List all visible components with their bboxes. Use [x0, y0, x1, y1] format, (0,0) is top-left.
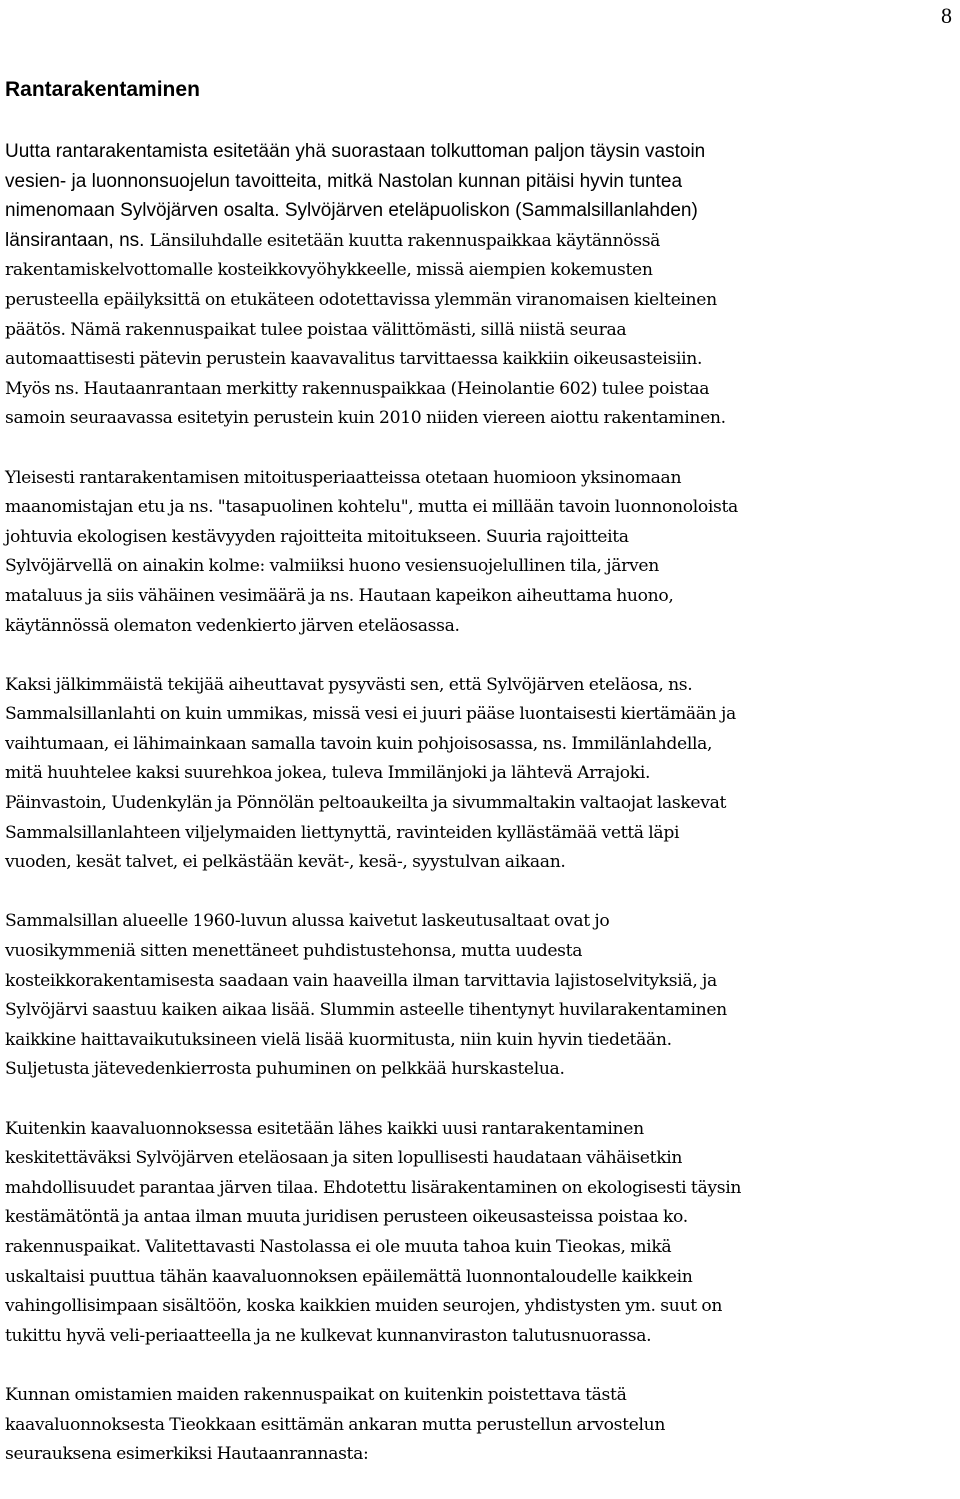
text-line: Kaksi jälkimmäistä tekijää aiheuttavat pysyvästi sen, että Sylvöjärven eteläosa, ns. — [5, 674, 693, 695]
text-line: kaavaluonnoksesta Tieokkaan esittämän ankaran mutta perustellun arvostelun — [5, 1414, 666, 1435]
text-line: mataluus ja siis vähäinen vesimäärä ja ns. Hautaan kapeikon aiheuttama huono, — [5, 585, 674, 606]
section-heading: Rantarakentaminen — [5, 78, 200, 101]
text-line: vaihtumaan, ei lähimainkaan samalla tavoin kuin pohjoisosassa, ns. Immilänlahdella, — [5, 733, 713, 754]
text-line: nimenomaan Sylvöjärven osalta. Sylvöjärven eteläpuoliskon (Sammalsillanlahden) — [5, 200, 698, 222]
paragraph-4 — [5, 907, 957, 1085]
text-line: samoin seuraavassa esitetyin perustein kuin 2010 niiden viereen aiottu rakentaminen. — [5, 408, 726, 429]
text-line: automaattisesti pätevin perustein kaavavalitus tarvittaessa kaikkiin oikeusasteisiin. — [5, 349, 703, 370]
text-line: vuoden, kesät talvet, ei pelkästään kevät-, kesä-, syystulvan aikaan. — [5, 852, 566, 873]
text-line: Kuitenkin kaavaluonnoksessa esitetään lähes kaikki uusi rantarakentaminen — [5, 1118, 644, 1139]
text-line: tukittu hyvä veli-periaatteella ja ne kulkevat kunnanviraston talutusnuorassa. — [5, 1325, 652, 1346]
text-line — [5, 226, 957, 257]
text-line: Kunnan omistamien maiden rakennuspaikat on kuitenkin poistettava tästä — [5, 1384, 627, 1405]
text-line: käytännössä olematon vedenkierto järven eteläosassa. — [5, 615, 460, 636]
text-line: kosteikkorakentamisesta saadaan vain haaveilla ilman tarvittavia lajistoselvityksiä, ja — [5, 970, 717, 991]
text-line: vuosikymmeniä sitten menettäneet puhdistustehonsa, mutta uudesta — [5, 941, 583, 962]
text-line: uskaltaisi puuttua tähän kaavaluonnoksen epäilemättä luonnontaloudelle kaikkein — [5, 1266, 693, 1287]
paragraph-3 — [5, 671, 957, 878]
text-line: Sammalsillan alueelle 1960-luvun alussa kaivetut laskeutusaltaat ovat jo — [5, 911, 610, 932]
text-line: perusteella epäilyksittä on etukäteen odotettavissa ylemmän viranomaisen kielteinen — [5, 289, 717, 310]
text-line: kestämätöntä ja antaa ilman muuta juridisen perusteen oikeusasteissa poistaa ko. — [5, 1207, 688, 1228]
text-line: Sammalsillanlahti on kuin ummikas, missä vesi ei juuri pääse luontaisesti kiertämään ja — [5, 704, 736, 725]
text-line: mahdollisuudet parantaa järven tilaa. Ehdotettu lisärakentaminen on ekologisesti täysin — [5, 1177, 742, 1198]
paragraph-1 — [5, 137, 957, 434]
document-body — [5, 137, 957, 1499]
text-line: mitä huuhtelee kaksi suurehkoa jokea, tuleva Immilänjoki ja lähtevä Arrajoki. — [5, 763, 651, 784]
text-line: Sylvöjärvellä on ainakin kolme: valmiiksi huono vesiensuojelullinen tila, järven — [5, 556, 659, 577]
text-line: vesien- ja luonnonsuojelun tavoitteita, mitkä Nastolan kunnan pitäisi hyvin tuntea — [5, 170, 683, 192]
paragraph-6 — [5, 1381, 957, 1470]
text-line: Päinvastoin, Uudenkylän ja Pönnölän peltoaukeilta ja sivummaltakin valtaojat laskevat — [5, 793, 727, 814]
text-line: Myös ns. Hautaanrantaan merkitty rakennuspaikkaa (Heinolantie 602) tulee poistaa — [5, 378, 710, 399]
text-line: vahingollisimpaan sisältöön, koska kaikkien muiden seurojen, yhdistysten ym. suut on — [5, 1296, 723, 1317]
text-line: keskitettäväksi Sylvöjärven eteläosaan ja siten lopullisesti haudataan vähäisetkin — [5, 1148, 683, 1169]
text-line: kaikkine haittavaikutuksineen vielä lisää kuormitusta, niin kuin hyvin tiedetään. — [5, 1029, 672, 1050]
text-line: Suljetusta jätevedenkierrosta puhuminen on pelkkää hurskastelua. — [5, 1059, 565, 1080]
text-line: Yleisesti rantarakentamisen mitoitusperiaatteissa otetaan huomioon yksinomaan — [5, 467, 682, 488]
text-line: seurauksena esimerkiksi Hautaanrannasta: — [5, 1444, 369, 1465]
page-number: 8 — [941, 3, 952, 28]
paragraph-5 — [5, 1115, 957, 1352]
text-line-rest: Länsiluhdalle esitetään kuutta rakennuspaikkaa käytännössä — [149, 230, 661, 251]
text-line: Sammalsillanlahteen viljelymaiden liettynyttä, ravinteiden kyllästämää vettä läpi — [5, 822, 680, 843]
text-line: Uutta rantarakentamista esitetään yhä suorastaan tolkuttoman paljon täysin vastoin — [5, 141, 706, 162]
text-line-prefix: länsirantaan, ns. — [5, 229, 150, 251]
text-line: rakentamiskelvottomalle kosteikkovyöhykkeelle, missä aiempien kokemusten — [5, 260, 653, 281]
text-line: päätös. Nämä rakennuspaikat tulee poistaa välittömästi, sillä niistä seuraa — [5, 319, 627, 340]
paragraph-2 — [5, 464, 957, 642]
text-line: johtuvia ekologisen kestävyyden rajoitteita mitoitukseen. Suuria rajoitteita — [5, 526, 629, 547]
text-line: maanomistajan etu ja ns. "tasapuolinen kohtelu", mutta ei millään tavoin luonnonoloista — [5, 497, 738, 518]
text-line: Sylvöjärvi saastuu kaiken aikaa lisää. Slummin asteelle tihentynyt huvilarakentaminen — [5, 1000, 727, 1021]
text-line: rakennuspaikat. Valitettavasti Nastolassa ei ole muuta tahoa kuin Tieokas, mikä — [5, 1236, 672, 1257]
